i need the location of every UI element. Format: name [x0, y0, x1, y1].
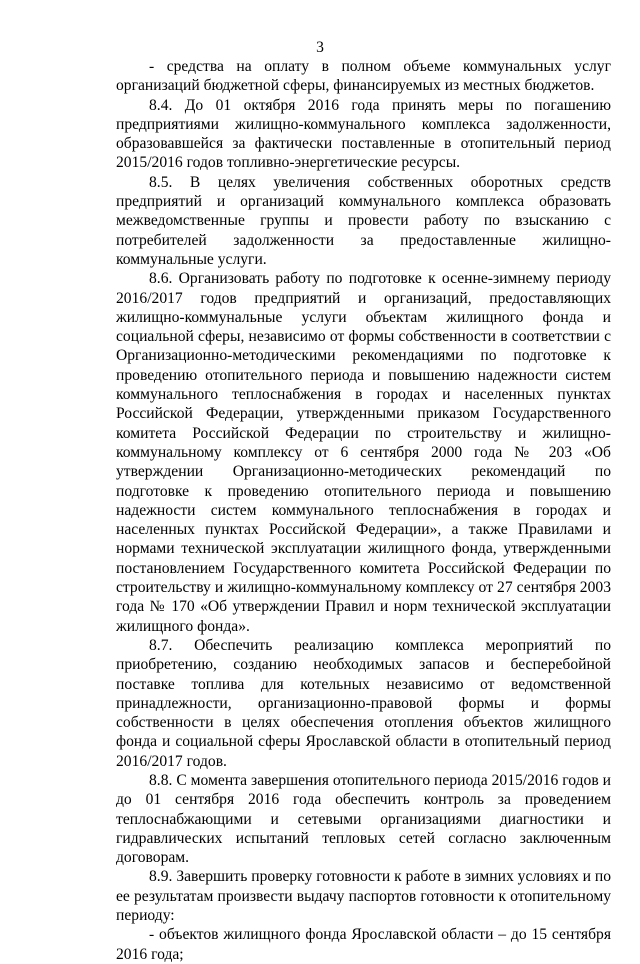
paragraph-8-5: 8.5. В целях увеличения собственных оборотных средств предприятий и организаций коммунального комплекса образовать межведомственные группы и провести работу по взысканию с потребителей задолженности за предоставленные жилищно-коммунальные услуги. — [116, 173, 611, 268]
paragraph-8-9: 8.9. Завершить проверку готовности к работе в зимних условиях и по ее результатам произвести выдачу паспортов готовности к отопительному периоду: — [116, 868, 611, 925]
paragraph-8-6: 8.6. Организовать работу по подготовке к осенне-зимнему периоду 2016/2017 годов предприятий и организаций, предоставляющих жилищно-коммунальные услуги объектам жилищного фонда и социальной сферы, независимо от формы собственности в соответствии с Организационно-методическими рекомендациями по подготовке к проведению отопительного периода и повышению надежности систем коммунального теплоснабжения в городах и населенных пунктах Российской Федерации, утвержденными приказом Государственного комитета Российской Федерации по строительству и жилищно-коммунальному комплексу от 6 сентября 2000 года № 203 «Об утверждении Организационно-методических рекомендаций по подготовке к проведению отопительного периода и повышению надежности систем коммунального теплоснабжения в городах и населенных пунктах Российской Федерации», а также Правилами и нормами технической эксплуатации жилищного фонда, утвержденными постановлением Государственного комитета Российской Федерации по строительству и жилищно-коммунальному комплексу от 27 сентября 2003 года № 170 «Об утверждении Правил и норм технической эксплуатации жилищного фонда». — [116, 270, 611, 635]
document-body — [116, 57, 611, 964]
paragraph-8-7: 8.7. Обеспечить реализацию комплекса мероприятий по приобретению, созданию необходимых запасов и бесперебойной поставке топлива для котельных независимо от ведомственной принадлежности, организационно-правовой формы и формы собственности в целях обеспечения отопления объектов жилищного фонда и социальной сферы Ярославской области в отопительный период 2016/2017 годов. — [116, 636, 611, 770]
page-number: 3 — [316, 39, 324, 56]
paragraph-8-4: 8.4. До 01 октября 2016 года принять меры по погашению предприятиями жилищно-коммунального комплекса задолженности, образовавшейся за фактически поставленные в отопительный период 2015/2016 годов топливно-энергетические ресурсы. — [116, 96, 611, 172]
paragraph-8-8: 8.8. С момента завершения отопительного периода 2015/2016 годов и до 01 сентября 2016 года обеспечить контроль за проведением теплоснабжающими и сетевыми организациями диагностики и гидравлических испытаний тепловых сетей согласно заключенным договорам. — [116, 771, 611, 867]
paragraph-housing-deadline: - объектов жилищного фонда Ярославской области – до 15 сентября 2016 года; — [116, 926, 611, 963]
paragraph-funds-utilities: - средства на оплату в полном объеме коммунальных услуг организаций бюджетной сферы, финансируемых из местных бюджетов. — [116, 58, 611, 95]
